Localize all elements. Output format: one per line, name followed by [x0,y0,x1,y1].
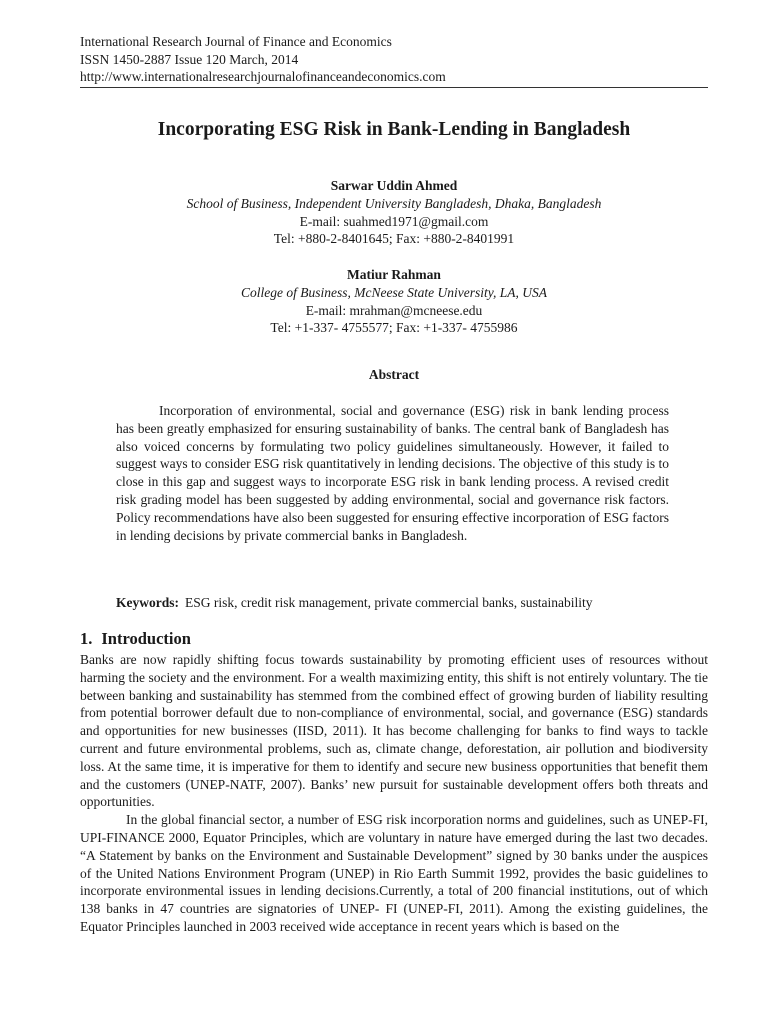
introduction-body [80,651,708,936]
section-heading [80,629,708,649]
abstract-heading: Abstract [368,367,420,382]
journal-name: International Research Journal of Finance and Economics [80,34,392,49]
author-block-1 [80,177,708,248]
header-divider [80,87,708,88]
journal-issue: ISSN 1450-2887 Issue 120 March, 2014 [80,51,299,67]
author-name: Sarwar Uddin Ahmed [330,178,458,193]
paragraph: In the global financial sector, a number of ESG risk incorporation norms and guidelines, such as UNEP-FI, UPI-FINANCE 2000, Equator Principles, which are voluntary in nature have emerged during the last two decades. “A Statement by banks on the Environment and Sustainable Development” signed by 30 banks under the auspices of the United Nations Environment Program (UNEP) in Rio Earth Summit 1992, provides the basic guidelines to incorporate environmental issues in lending decisions.Currently, a total of 200 financial institutions, out of which 138 banks in 47 countries are signatories of UNEP- FI (UNEP-FI, 2011). Among the existing guidelines, the Equator Principles launched in 2003 received wide acceptance in recent years which is based on the [80,812,708,934]
author-email[interactable]: E-mail: mrahman@mcneese.edu [305,302,483,318]
author-email[interactable]: E-mail: suahmed1971@gmail.com [299,213,489,229]
paper-title: Incorporating ESG Risk in Bank-Lending in Bangladesh [157,119,631,140]
author-phone: Tel: +880-2-8401645; Fax: +880-2-8401991 [273,231,515,247]
keywords-text: ESG risk, credit risk management, private commercial banks, sustainability [185,595,593,610]
section-number: 1. [80,629,93,648]
author-affiliation: College of Business, McNeese State University, LA, USA [241,284,547,300]
journal-header [80,33,708,86]
keywords-line [116,594,676,611]
author-block-2 [80,266,708,337]
journal-url[interactable]: http://www.internationalresearchjournalofinanceandeconomics.com [80,69,446,84]
author-name: Matiur Rahman [347,267,441,282]
author-phone: Tel: +1-337- 4755577; Fax: +1-337- 4755986 [270,320,518,336]
author-affiliation: School of Business, Independent University Bangladesh, Dhaka, Bangladesh [186,195,602,211]
paragraph: Banks are now rapidly shifting focus towards sustainability by promoting efficient uses of resources without harming the society and the environment. For a wealth maximizing entity, this shift is not entirely voluntary. The tie between banking and sustainability has stemmed from the combined effect of growing burden of liability resulting from potential borrower default due to non-compliance of environmental, social, and governance (ESG) standards and opportunities for new businesses (IISD, 2011). It has become challenging for banks to find ways to tackle current and future environmental problems, such as, climate change, deforestation, air pollution and biodiversity loss. At the same time, it is imperative for them to identify and secure new business opportunities that benefit them and the customers (UNEP-NATF, 2007). Banks’ new pursuit for sustainable development offers both threats and opportunities. [80,652,708,810]
section-title: Introduction [101,629,191,648]
abstract-text: Incorporation of environmental, social and governance (ESG) risk in bank lending process has been greatly emphasized for ensuring sustainability of banks. The central bank of Bangladesh has also voiced concerns by formulating two policy guidelines simultaneously. However, it failed to suggest ways to consider ESG risk quantitatively in lending decisions. The objective of this study is to close in this gap and suggest ways to incorporate ESG risk in bank lending process. A revised credit risk grading model has been suggested by adding environmental, social and governance risk factors. Policy recommendations have also been suggested for ensuring effective incorporation of ESG factors in lending decisions by private commercial banks in Bangladesh. [116,403,669,543]
keywords-label: Keywords: [116,595,179,610]
